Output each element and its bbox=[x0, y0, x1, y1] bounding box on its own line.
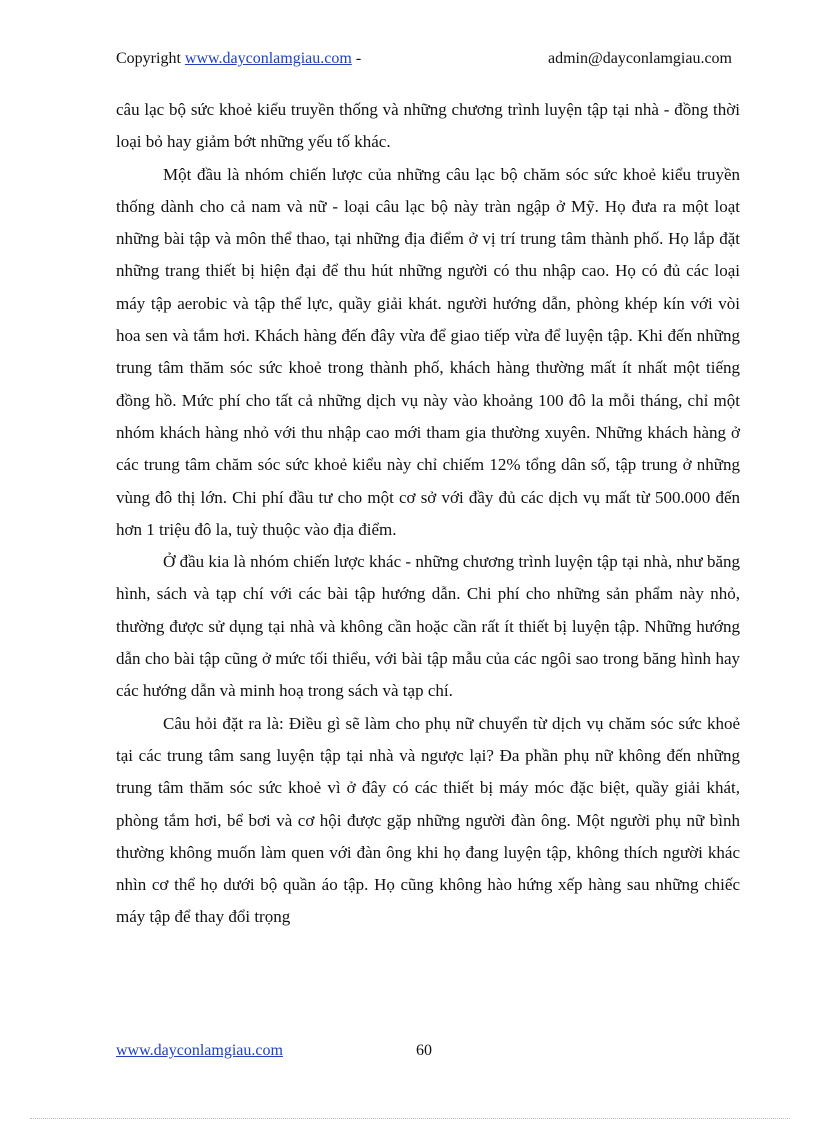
paragraph-4: Câu hỏi đặt ra là: Điều gì sẽ làm cho phụ nữ chuyển từ dịch vụ chăm sóc sức khoẻ tại các trung tâm sang luyện tập tại nhà và ngược lại? Đa phần phụ nữ không đến những trung tâm thăm sóc sức khoẻ vì ở đây có các thiết bị máy móc đặc biệt, quầy giải khát, phòng tắm hơi, bể bơi và cơ hội được gặp những người đàn ông. Một người phụ nữ bình thường không muốn làm quen với đàn ông khi họ đang luyện tập, không thích người khác nhìn cơ thể họ dưới bộ quần áo tập. Họ cũng không hào hứng xếp hàng sau những chiếc máy tập để thay đổi trọng bbox=[116, 713, 740, 927]
header-separator: - bbox=[355, 50, 362, 67]
page-bottom-rule bbox=[30, 1118, 790, 1119]
paragraph-3: Ở đầu kia là nhóm chiến lược khác - những chương trình luyện tập tại nhà, như băng hình, sách và tạp chí với các bài tập hướng dẫn. Chi phí cho những sản phẩm này nhỏ, thường được sử dụng tại nhà và không cần hoặc cần rất ít thiết bị luyện tập. Những hướng dẫn cho bài tập cũng ở mức tối thiểu, với bài tập mẫu của các ngôi sao trong băng hình hay các hướng dẫn và minh hoạ trong sách và tạp chí. bbox=[116, 552, 740, 701]
header-email: admin@dayconlamgiau.com bbox=[547, 50, 732, 67]
page-footer bbox=[116, 1040, 736, 1062]
document-body bbox=[116, 94, 740, 934]
copyright-label: Copyright bbox=[116, 50, 181, 67]
paragraph-2: Một đầu là nhóm chiến lược của những câu lạc bộ chăm sóc sức khoẻ kiểu truyền thống dành cho cả nam và nữ - loại câu lạc bộ này tràn ngập ở Mỹ. Họ đưa ra một loạt những bài tập và môn thể thao, tại những địa điểm ở vị trí trung tâm thành phố. Họ lắp đặt những trang thiết bị hiện đại để thu hút những người có thu nhập cao. Họ có đủ các loại máy tập aerobic và tập thể lực, quầy giải khát. người hướng dẫn, phòng khép kín với vòi hoa sen và tắm hơi. Khách hàng đến đây vừa để giao tiếp vừa để luyện tập. Khi đến những trung tâm thăm sóc sức khoẻ trong thành phố, khách hàng thường mất ít nhất một tiếng đồng hồ. Mức phí cho tất cả những dịch vụ này vào khoảng 100 đô la mỗi tháng, chỉ một nhóm khách hàng nhỏ với thu nhập cao mới tham gia thường xuyên. Những khách hàng ở các trung tâm chăm sóc sức khoẻ kiểu này chỉ chiếm 12% tổng dân số, tập trung ở những vùng đô thị lớn. Chi phí đầu tư cho một cơ sở với đầy đủ các dịch vụ mất từ 500.000 đến hơn 1 triệu đô la, tuỳ thuộc vào địa điểm. bbox=[116, 164, 740, 539]
paragraph-1: câu lạc bộ sức khoẻ kiểu truyền thống và những chương trình luyện tập tại nhà - đồng thời loại bỏ hay giảm bớt những yếu tố khác. bbox=[116, 100, 740, 152]
footer-site-link[interactable]: www.dayconlamgiau.com bbox=[116, 1042, 283, 1059]
page-number: 60 bbox=[416, 1042, 432, 1059]
page-header bbox=[116, 48, 736, 70]
header-site-link[interactable]: www.dayconlamgiau.com bbox=[184, 50, 352, 67]
copyright-line bbox=[116, 48, 361, 70]
